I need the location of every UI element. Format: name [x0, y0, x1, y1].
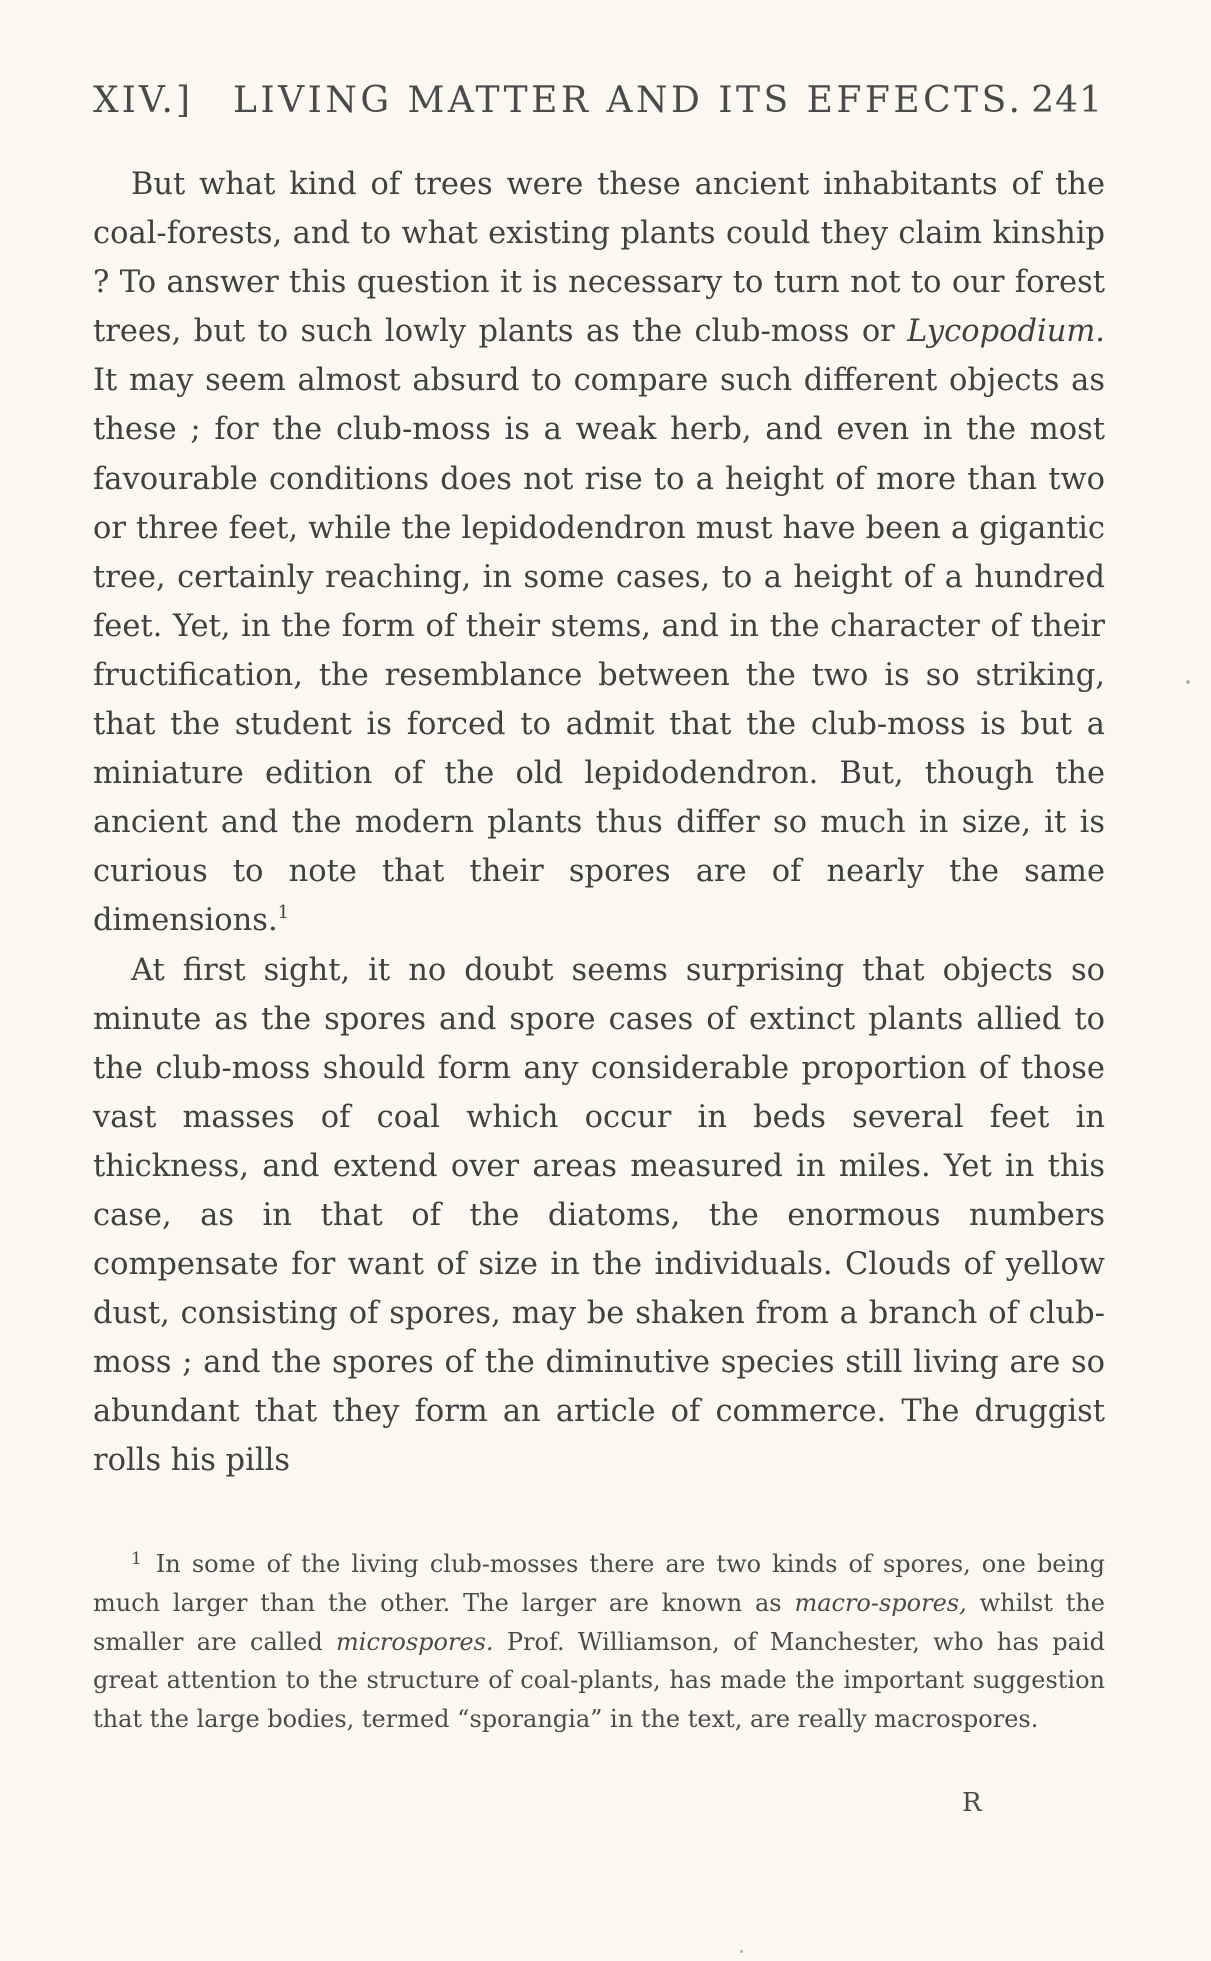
- footnote-mark: 1: [131, 1549, 142, 1569]
- paragraph-2: At first sight, it no doubt seems surprising that objects so minute as the spores and spore cases of extinct plants allied to the club-moss should form any considerable proportion of those vast masses of coal which occur in beds several feet in thickness, and extend over areas measured in miles. Yet in this case, as in that of the diatoms, the enormous numbers compensate for want of size in the individuals. Clouds of yellow dust, consisting of spores, may be shaken from a branch of club-moss ; and the spores of the diminutive species still living are so abundant that they form an article of commerce. The druggist rolls his pills: [93, 952, 1105, 1479]
- footnote-text-b: whilst the smaller are called: [93, 1588, 1106, 1656]
- footnote-text-c: Prof. Williamson, of Manchester, who has paid great attention to the structure of coal-plants, has made the important suggestion that the large bodies, termed “sporangia” in the text, are really macrospores.: [93, 1627, 1106, 1734]
- italic-term-macrospores: macro-spores,: [794, 1588, 967, 1617]
- paper-speck: [740, 1950, 743, 1953]
- italic-term-microspores: microspores.: [336, 1627, 494, 1656]
- footnote-text-a: In some of the living club-mosses there are two kinds of spores, one being much larger than the other. The larger are known as: [93, 1550, 1105, 1617]
- chapter-number: XIV.]: [93, 80, 194, 121]
- footnote-reference: 1: [277, 902, 290, 924]
- footnote: [93, 1545, 1105, 1739]
- footnote-paragraph: [93, 1545, 1105, 1739]
- running-head: [93, 80, 1103, 130]
- paper-speck: [1186, 680, 1190, 684]
- body-text: [93, 160, 1105, 1486]
- running-title: LIVING MATTER AND ITS EFFECTS.: [233, 80, 1024, 121]
- paragraph-1: [93, 160, 1105, 946]
- signature-mark: R: [962, 1788, 982, 1818]
- paragraph-1-text-a: But what kind of trees were these ancient inhabitants of the coal-forests, and to what existing plants could they claim kinship ? To answer this question it is necessary to turn not to our forest trees, but to such lowly plants as the club-moss or: [93, 167, 1105, 350]
- page-number: 241: [1031, 80, 1103, 121]
- italic-term-lycopodium: Lycopodium.: [907, 314, 1105, 350]
- paragraph-1-text-b: It may seem almost absurd to compare such different objects as these ; for the club-moss is a weak herb, and even in the most favourable conditions does not rise to a height of more than two or three feet, while the lepidodendron must have been a gigantic tree, certainly reaching, in some cases, to a height of a hundred feet. Yet, in the form of their stems, and in the character of their fructification, the resemblance between the two is so striking, that the student is forced to admit that the club-moss is but a miniature edition of the old lepidodendron. But, though the ancient and the modern plants thus differ so much in size, it is curious to note that their spores are of nearly the same dimensions.: [93, 363, 1105, 939]
